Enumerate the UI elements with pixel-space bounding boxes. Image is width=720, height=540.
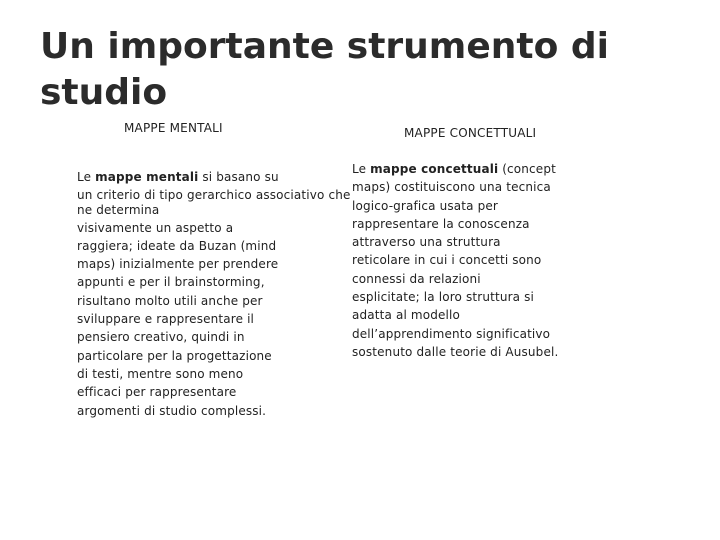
text-line: dell’apprendimento significativo [352,326,551,341]
bold-term: mappe concettuali [370,162,499,176]
concept-maps-text [352,160,562,361]
text-line: raggiera; ideate da Buzan (mind [77,238,277,253]
slide-title-line-2: studio [40,72,168,113]
text-fragment: Le [352,162,371,176]
text-line: connessi da relazioni [352,271,481,286]
text-fragment: (concept [498,162,556,176]
text-line: esplicitate; la loro struttura si [352,290,535,305]
text-line: adatta al modello [352,308,460,323]
slide-title [40,24,680,116]
text-line: pensiero creativo, quindi in [77,330,245,345]
slide-title-line-1: Un importante strumento di [40,26,609,67]
text-line: rappresentare la conoscenza [352,216,530,231]
text-fragment: Le [77,170,96,184]
text-line [77,168,352,186]
text-line: attraverso una struttura [352,235,501,250]
bold-term: mappe mentali [95,170,199,184]
text-line [352,160,562,178]
text-line: argomenti di studio complessi. [77,403,267,418]
text-line: ne determina [77,202,160,217]
text-fragment: si basano su [198,170,279,184]
concept-maps-heading: MAPPE CONCETTUALI [404,126,537,140]
text-line: visivamente un aspetto a [77,220,234,235]
text-line: reticolare in cui i concetti sono [352,253,542,268]
text-line: sviluppare e rappresentare il [77,312,255,327]
text-line: sostenuto dalle teorie di Ausubel. [352,344,559,359]
mind-maps-text [77,168,352,420]
text-line: maps) inizialmente per prendere [77,257,279,272]
text-line: un criterio di tipo gerarchico associativo che [77,188,351,203]
text-line: risultano molto utili anche per [77,293,263,308]
mind-maps-heading: MAPPE MENTALI [124,121,223,135]
text-line: appunti e per il brainstorming, [77,275,265,290]
text-line: efficaci per rappresentare [77,385,237,400]
text-line: di testi, mentre sono meno [77,366,244,381]
text-line: particolare per la progettazione [77,348,272,363]
text-line: maps) costituiscono una tecnica [352,180,551,195]
text-line: logico-grafica usata per [352,198,498,213]
